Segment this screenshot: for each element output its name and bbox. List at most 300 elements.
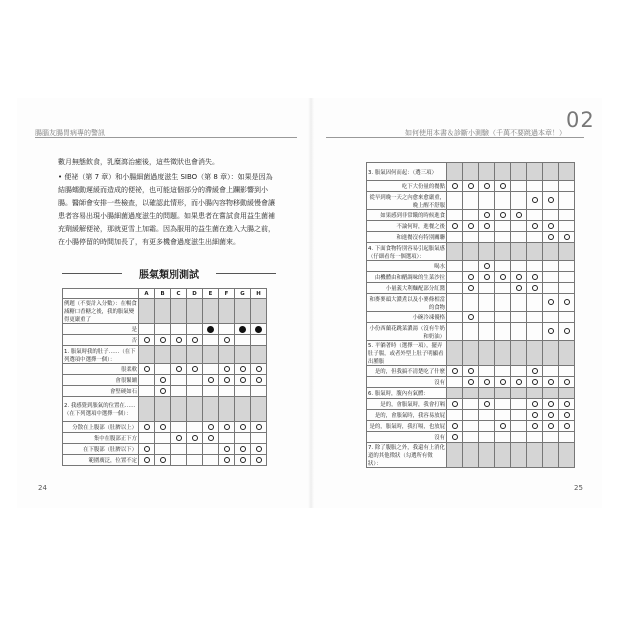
answer-cell [527, 243, 543, 261]
answer-cell [479, 377, 495, 388]
answer-cell [559, 432, 575, 443]
quiz-question-row [63, 346, 267, 364]
answer-cell [511, 432, 527, 443]
answer-cell [511, 443, 527, 468]
answer-circle-icon[interactable] [144, 446, 150, 452]
quiz-option-row [367, 421, 575, 432]
column-header-f: F [219, 289, 235, 299]
answer-cell [527, 399, 543, 410]
answer-circle-icon[interactable] [256, 377, 262, 383]
answer-cell [447, 388, 463, 399]
answer-circle-icon[interactable] [468, 183, 474, 189]
answer-circle-icon[interactable] [176, 366, 182, 372]
answer-cell [139, 375, 155, 386]
answer-circle-icon[interactable] [532, 223, 538, 229]
option-text: 在下腹部（肚臍以下） [63, 444, 139, 455]
answer-cell [203, 346, 219, 364]
answer-cell [235, 444, 251, 455]
answer-cell [543, 181, 559, 192]
answer-cell [155, 364, 171, 375]
answer-cell [559, 163, 575, 181]
answer-cell [203, 335, 219, 346]
answer-circle-icon[interactable] [192, 435, 198, 441]
answer-cell [235, 335, 251, 346]
quiz-option-row [367, 432, 575, 443]
answer-cell [171, 455, 187, 466]
answer-cell [139, 346, 155, 364]
answer-cell [559, 210, 575, 221]
answer-cell [447, 443, 463, 468]
answer-circle-icon[interactable] [468, 285, 474, 291]
answer-circle-icon[interactable] [468, 274, 474, 280]
answer-circle-icon[interactable] [532, 368, 538, 374]
option-text: 小碗冷凍優格 [367, 312, 447, 323]
answer-cell [203, 397, 219, 422]
filled-circle-icon [207, 326, 214, 333]
answer-cell [511, 388, 527, 399]
quiz-question-row [367, 341, 575, 366]
answer-circle-icon[interactable] [452, 434, 458, 440]
answer-circle-icon[interactable] [144, 337, 150, 343]
option-text: 分散在上腹部（肚臍以上） [63, 422, 139, 433]
answer-cell [447, 341, 463, 366]
answer-circle-icon[interactable] [532, 379, 538, 385]
answer-cell [219, 364, 235, 375]
option-text: 會很緊繃 [63, 375, 139, 386]
quiz-option-row [367, 294, 575, 312]
answer-cell [543, 432, 559, 443]
answer-cell [187, 422, 203, 433]
answer-circle-icon[interactable] [144, 457, 150, 463]
answer-cell [543, 221, 559, 232]
answer-cell [527, 210, 543, 221]
answer-circle-icon[interactable] [564, 234, 570, 240]
answer-circle-icon[interactable] [500, 379, 506, 385]
answer-cell [139, 386, 155, 397]
answer-cell [511, 210, 527, 221]
answer-circle-icon[interactable] [452, 183, 458, 189]
answer-circle-icon[interactable] [532, 274, 538, 280]
answer-cell [155, 386, 171, 397]
answer-cell [235, 324, 251, 335]
answer-circle-icon[interactable] [192, 366, 198, 372]
answer-circle-icon[interactable] [224, 446, 230, 452]
answer-cell [463, 181, 479, 192]
answer-circle-icon[interactable] [160, 424, 166, 430]
answer-cell [511, 410, 527, 421]
answer-cell [219, 299, 235, 324]
left-page-number: 24 [38, 484, 47, 492]
answer-circle-icon[interactable] [548, 328, 554, 334]
answer-cell [479, 366, 495, 377]
answer-cell [155, 375, 171, 386]
answer-cell [155, 444, 171, 455]
answer-circle-icon[interactable] [532, 423, 538, 429]
answer-cell [559, 443, 575, 468]
answer-cell [447, 421, 463, 432]
option-text: 和進餐沒有特別關聯 [367, 232, 447, 243]
answer-circle-icon[interactable] [452, 423, 458, 429]
answer-cell [155, 335, 171, 346]
filled-circle-icon [239, 326, 246, 333]
answer-cell [527, 388, 543, 399]
answer-cell [155, 299, 171, 324]
answer-cell [251, 324, 267, 335]
answer-cell [511, 221, 527, 232]
answer-circle-icon[interactable] [564, 328, 570, 334]
answer-circle-icon[interactable] [548, 299, 554, 305]
answer-cell [463, 261, 479, 272]
answer-cell [495, 232, 511, 243]
answer-cell [203, 386, 219, 397]
answer-cell [171, 324, 187, 335]
answer-cell [251, 455, 267, 466]
answer-cell [559, 261, 575, 272]
answer-cell [543, 163, 559, 181]
option-text: 沒有 [367, 377, 447, 388]
answer-cell [447, 410, 463, 421]
answer-circle-icon[interactable] [256, 446, 262, 452]
quiz-option-row [63, 324, 267, 335]
answer-cell [219, 346, 235, 364]
answer-circle-icon[interactable] [160, 337, 166, 343]
right-running-head: 如何使用本書＆診斷小測驗（千萬不要跳過本章！） [405, 129, 566, 137]
answer-cell [527, 232, 543, 243]
answer-cell [447, 192, 463, 210]
question-text: 6. 脹氣時，腹內有氣體： [367, 388, 447, 399]
answer-cell [447, 210, 463, 221]
answer-cell [139, 397, 155, 422]
answer-cell [559, 323, 575, 341]
answer-cell [203, 433, 219, 444]
answer-circle-icon[interactable] [500, 212, 506, 218]
answer-cell [155, 346, 171, 364]
answer-circle-icon[interactable] [208, 424, 214, 430]
answer-cell [479, 323, 495, 341]
option-text: 是 [63, 324, 139, 335]
answer-circle-icon[interactable] [548, 223, 554, 229]
answer-circle-icon[interactable] [532, 197, 538, 203]
answer-cell [187, 444, 203, 455]
answer-cell [463, 399, 479, 410]
answer-cell [495, 421, 511, 432]
answer-circle-icon[interactable] [484, 263, 490, 269]
answer-cell [171, 422, 187, 433]
answer-circle-icon[interactable] [548, 234, 554, 240]
answer-circle-icon[interactable] [564, 379, 570, 385]
answer-circle-icon[interactable] [516, 274, 522, 280]
answer-cell [447, 366, 463, 377]
answer-circle-icon[interactable] [532, 285, 538, 291]
answer-circle-icon[interactable] [500, 274, 506, 280]
answer-cell [559, 294, 575, 312]
quiz-option-row [367, 399, 575, 410]
answer-circle-icon[interactable] [548, 379, 554, 385]
answer-cell [171, 375, 187, 386]
answer-circle-icon[interactable] [240, 446, 246, 452]
left-header-rule [35, 137, 297, 138]
answer-cell [187, 455, 203, 466]
answer-circle-icon[interactable] [500, 423, 506, 429]
answer-cell [511, 294, 527, 312]
answer-cell [495, 283, 511, 294]
answer-circle-icon[interactable] [208, 435, 214, 441]
answer-cell [559, 341, 575, 366]
answer-cell [527, 366, 543, 377]
answer-circle-icon[interactable] [240, 424, 246, 430]
answer-cell [543, 377, 559, 388]
answer-circle-icon[interactable] [484, 183, 490, 189]
answer-cell [511, 272, 527, 283]
answer-cell [495, 341, 511, 366]
answer-circle-icon[interactable] [468, 368, 474, 374]
answer-cell [251, 386, 267, 397]
answer-cell [447, 232, 463, 243]
section-title-text: 脹氣類別測試 [139, 270, 199, 281]
answer-circle-icon[interactable] [176, 337, 182, 343]
answer-circle-icon[interactable] [224, 377, 230, 383]
answer-circle-icon[interactable] [548, 401, 554, 407]
answer-circle-icon[interactable] [452, 368, 458, 374]
answer-cell [495, 272, 511, 283]
answer-cell [543, 388, 559, 399]
answer-cell [495, 210, 511, 221]
option-text: 沒有 [367, 432, 447, 443]
answer-circle-icon[interactable] [160, 377, 166, 383]
answer-cell [543, 261, 559, 272]
answer-circle-icon[interactable] [240, 377, 246, 383]
answer-cell [219, 433, 235, 444]
answer-circle-icon[interactable] [256, 457, 262, 463]
answer-cell [527, 377, 543, 388]
answer-circle-icon[interactable] [160, 388, 166, 394]
answer-cell [203, 364, 219, 375]
question-text: 1. 脹氣時我的肚子……（在下列選項中選擇一個）： [63, 346, 139, 364]
answer-circle-icon[interactable] [484, 274, 490, 280]
answer-cell [559, 232, 575, 243]
quiz-option-row [63, 444, 267, 455]
answer-cell [495, 221, 511, 232]
answer-circle-icon[interactable] [564, 299, 570, 305]
answer-circle-icon[interactable] [564, 412, 570, 418]
answer-cell [463, 192, 479, 210]
answer-cell [463, 341, 479, 366]
question-text: 4. 下面食物特別容易引起脹氣感（仔細看每一個選項）： [367, 243, 447, 261]
answer-cell [187, 299, 203, 324]
answer-circle-icon[interactable] [532, 412, 538, 418]
answer-cell [139, 422, 155, 433]
answer-cell [543, 192, 559, 210]
answer-cell [543, 366, 559, 377]
answer-cell [187, 375, 203, 386]
answer-circle-icon[interactable] [484, 212, 490, 218]
answer-circle-icon[interactable] [452, 223, 458, 229]
answer-cell [511, 261, 527, 272]
answer-cell [511, 312, 527, 323]
left-running-head: 腸腦友腸胃病專的警訊 [35, 129, 105, 137]
option-text: 小量義大利麵配部分紅醬 [367, 283, 447, 294]
answer-cell [527, 312, 543, 323]
option-text: 會堅硬如石 [63, 386, 139, 397]
quiz-question-row [63, 299, 267, 324]
answer-cell [479, 243, 495, 261]
answer-circle-icon[interactable] [224, 424, 230, 430]
answer-cell [187, 364, 203, 375]
question-text: 例題（不要計入分數）：在暢食減糖口香糖之後，我的脹氣變得更嚴重了 [63, 299, 139, 324]
chapter-number: 02 [566, 108, 595, 132]
answer-cell [251, 299, 267, 324]
answer-cell [527, 323, 543, 341]
quiz-option-row [367, 323, 575, 341]
answer-cell [495, 366, 511, 377]
answer-cell [251, 397, 267, 422]
quiz-option-row [63, 375, 267, 386]
answer-cell [559, 272, 575, 283]
answer-cell [495, 181, 511, 192]
answer-circle-icon[interactable] [484, 223, 490, 229]
answer-cell [463, 221, 479, 232]
answer-circle-icon[interactable] [484, 401, 490, 407]
quiz-section-title [58, 266, 280, 280]
answer-cell [511, 377, 527, 388]
answer-cell [463, 432, 479, 443]
answer-circle-icon[interactable] [160, 457, 166, 463]
answer-cell [171, 444, 187, 455]
answer-cell [251, 444, 267, 455]
answer-cell [447, 312, 463, 323]
quiz-option-row [63, 433, 267, 444]
option-text: 否 [63, 335, 139, 346]
answer-circle-icon[interactable] [240, 366, 246, 372]
answer-cell [559, 388, 575, 399]
answer-cell [235, 346, 251, 364]
answer-cell [511, 366, 527, 377]
answer-circle-icon[interactable] [516, 212, 522, 218]
question-text: 3. 脹氣因何而起：（選三項） [367, 163, 447, 181]
answer-circle-icon[interactable] [144, 366, 150, 372]
answer-cell [447, 163, 463, 181]
answer-circle-icon[interactable] [240, 457, 246, 463]
answer-cell [479, 312, 495, 323]
answer-circle-icon[interactable] [176, 435, 182, 441]
answer-circle-icon[interactable] [484, 379, 490, 385]
answer-cell [139, 455, 155, 466]
answer-cell [543, 443, 559, 468]
answer-cell [447, 221, 463, 232]
answer-cell [495, 192, 511, 210]
answer-cell [155, 422, 171, 433]
answer-circle-icon[interactable] [468, 223, 474, 229]
answer-cell [543, 421, 559, 432]
option-text: 是的，脹氣時，我打嗝，也放屁 [367, 421, 447, 432]
answer-circle-icon[interactable] [468, 314, 474, 320]
quiz-question-row [367, 163, 575, 181]
answer-circle-icon[interactable] [224, 457, 230, 463]
answer-cell [527, 341, 543, 366]
answer-cell [511, 341, 527, 366]
answer-cell [479, 432, 495, 443]
answer-circle-icon[interactable] [144, 424, 150, 430]
answer-cell [251, 335, 267, 346]
answer-cell [495, 163, 511, 181]
answer-cell [511, 323, 527, 341]
quiz-option-row [63, 455, 267, 466]
answer-cell [495, 399, 511, 410]
answer-cell [171, 397, 187, 422]
answer-cell [479, 283, 495, 294]
answer-cell [463, 323, 479, 341]
answer-cell [543, 243, 559, 261]
answer-cell [463, 410, 479, 421]
answer-cell [559, 399, 575, 410]
answer-cell [479, 261, 495, 272]
answer-circle-icon[interactable] [256, 424, 262, 430]
quiz-option-row [367, 272, 575, 283]
answer-cell [559, 421, 575, 432]
answer-cell [479, 192, 495, 210]
answer-cell [171, 386, 187, 397]
answer-circle-icon[interactable] [564, 423, 570, 429]
answer-circle-icon[interactable] [548, 423, 554, 429]
answer-circle-icon[interactable] [532, 401, 538, 407]
answer-cell [139, 433, 155, 444]
answer-circle-icon[interactable] [452, 401, 458, 407]
answer-circle-icon[interactable] [256, 366, 262, 372]
answer-circle-icon[interactable] [468, 379, 474, 385]
answer-circle-icon[interactable] [208, 377, 214, 383]
quiz-option-row [367, 366, 575, 377]
answer-cell [543, 323, 559, 341]
answer-cell [463, 421, 479, 432]
answer-cell [559, 243, 575, 261]
answer-cell [495, 443, 511, 468]
answer-circle-icon[interactable] [516, 379, 522, 385]
answer-circle-icon[interactable] [224, 337, 230, 343]
column-header-h: H [251, 289, 267, 299]
answer-cell [495, 243, 511, 261]
quiz-option-row [63, 422, 267, 433]
answer-circle-icon[interactable] [516, 285, 522, 291]
answer-circle-icon[interactable] [224, 366, 230, 372]
answer-cell [139, 335, 155, 346]
answer-cell [155, 455, 171, 466]
option-text: 是的，會脹氣時，我容易放屁 [367, 410, 447, 421]
column-header-e: E [203, 289, 219, 299]
answer-circle-icon[interactable] [500, 183, 506, 189]
left-body-text [58, 156, 278, 249]
title-rule-right [216, 273, 276, 274]
answer-cell [511, 283, 527, 294]
answer-circle-icon[interactable] [564, 401, 570, 407]
answer-cell [447, 323, 463, 341]
answer-circle-icon[interactable] [192, 337, 198, 343]
answer-cell [479, 341, 495, 366]
paragraph-1: 數月無態飲食，乳糜瀉治癒後，這些徵狀也會消失。 [58, 158, 219, 166]
answer-cell [463, 272, 479, 283]
answer-cell [479, 221, 495, 232]
answer-cell [463, 210, 479, 221]
quiz-option-row [367, 192, 575, 210]
answer-circle-icon[interactable] [548, 412, 554, 418]
answer-cell [187, 386, 203, 397]
answer-cell [447, 283, 463, 294]
answer-cell [479, 232, 495, 243]
answer-cell [559, 192, 575, 210]
answer-cell [171, 346, 187, 364]
answer-cell [495, 432, 511, 443]
quiz-option-row [63, 335, 267, 346]
answer-circle-icon[interactable] [548, 197, 554, 203]
